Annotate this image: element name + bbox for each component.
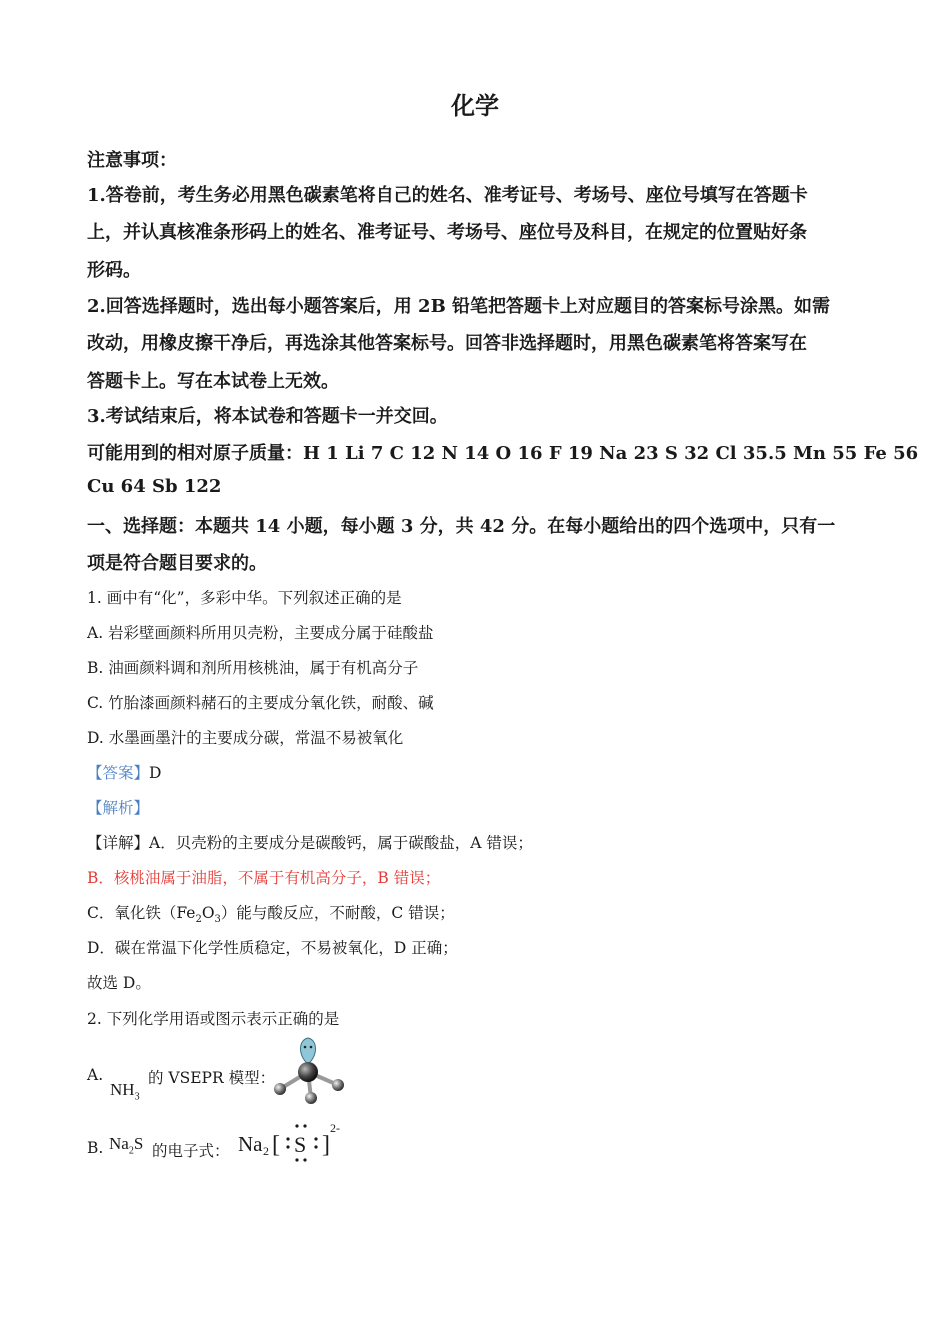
q2-option-a-formula bbox=[110, 1080, 140, 1102]
detail-c-post: ）能与酸反应，不耐酸，C 错误； bbox=[220, 904, 455, 922]
q1-detail-b: B．核桃油属于油脂，不属于有机高分子，B 错误； bbox=[87, 869, 441, 887]
na2s-formula-s: S bbox=[133, 1134, 144, 1153]
notice-item1-line2: 上，并认真核准条形码上的姓名、准考证号、考场号、座位号及科目，在规定的位置贴好条 bbox=[87, 222, 807, 243]
notice-item2-line3: 答题卡上。写在本试卷上无效。 bbox=[87, 371, 339, 392]
notice-item2-line1: 2.回答选择题时，选出每小题答案后，用 2B 铅笔把答题卡上对应题目的答案标号涂黑。如需 bbox=[87, 296, 831, 317]
q1-stem: 1. 画中有“化”，多彩中华。下列叙述正确的是 bbox=[87, 589, 402, 607]
detail-a-text: A．贝壳粉的主要成分是碳酸钙，属于碳酸盐，A 错误； bbox=[149, 834, 533, 852]
es-right-bracket: ] bbox=[322, 1132, 330, 1158]
q1-conclusion: 故选 D。 bbox=[87, 974, 151, 992]
electron-formula-image bbox=[236, 1118, 346, 1164]
notice-item2-line2: 改动，用橡皮擦干净后，再选涂其他答案标号。回答非选择题时，用黑色碳素笔将答案写在 bbox=[87, 333, 807, 354]
q1-detail-c bbox=[87, 901, 455, 925]
atomic-masses-line1: 可能用到的相对原子质量：H 1 Li 7 C 12 N 14 O 16 F 19 Na 23 S 32 Cl 35.5 Mn 55 Fe 56 bbox=[87, 443, 919, 464]
q2-option-b-formula bbox=[109, 1134, 143, 1156]
answer-tag: 【答案】 bbox=[87, 764, 150, 782]
detail-c-mid: O bbox=[201, 904, 215, 922]
q1-option-a: A. 岩彩壁画颜料所用贝壳粉，主要成分属于硅酸盐 bbox=[87, 624, 434, 642]
nh-formula: NH bbox=[110, 1080, 135, 1099]
q1-answer bbox=[87, 761, 161, 783]
q2-option-a-text: 的 VSEPR 模型： bbox=[148, 1069, 276, 1087]
section-heading-line2: 项是符合题目要求的。 bbox=[87, 553, 267, 574]
es-left-bracket: [ bbox=[272, 1132, 280, 1158]
answer-value: D bbox=[149, 764, 162, 782]
notice-item1-line1: 1.答卷前，考生务必用黑色碳素笔将自己的姓名、准考证号、考场号、座位号填写在答题卡 bbox=[87, 185, 808, 206]
detail-c-pre: C．氧化铁（Fe bbox=[87, 904, 196, 922]
notice-heading: 注意事项： bbox=[87, 150, 177, 171]
q2-option-a-label: A. bbox=[87, 1066, 104, 1084]
na2s-formula-sub: 2 bbox=[128, 1145, 134, 1157]
q1-option-b: B. 油画颜料调和剂所用核桃油，属于有机高分子 bbox=[87, 659, 419, 677]
q1-detail-a bbox=[87, 831, 533, 853]
notice-item3: 3.考试结束后，将本试卷和答题卡一并交回。 bbox=[87, 406, 448, 427]
detail-c-sub2: 3 bbox=[214, 914, 221, 926]
na2s-formula-na: Na bbox=[109, 1134, 129, 1153]
q2-stem: 2. 下列化学用语或图示表示正确的是 bbox=[87, 1010, 340, 1028]
notice-item1-line3: 形码。 bbox=[87, 260, 141, 281]
page-title: 化学 bbox=[451, 91, 499, 120]
es-na: Na bbox=[238, 1132, 263, 1156]
section-heading-line1: 一、选择题：本题共 14 小题，每小题 3 分，共 42 分。在每小题给出的四个选项中，只有一 bbox=[87, 516, 836, 537]
detail-c-sub1: 2 bbox=[195, 914, 202, 926]
nh-formula-sub: 3 bbox=[134, 1091, 140, 1103]
q2-option-b-text: 的电子式： bbox=[152, 1142, 230, 1160]
detail-tag: 【详解】 bbox=[87, 834, 150, 852]
atomic-masses-line2: Cu 64 Sb 122 bbox=[87, 476, 222, 497]
q1-detail-d: D．碳在常温下化学性质稳定，不易被氧化，D 正确； bbox=[87, 939, 458, 957]
es-s: S bbox=[294, 1132, 307, 1157]
analysis-tag: 【解析】 bbox=[87, 799, 150, 817]
es-charge: 2- bbox=[330, 1121, 340, 1135]
q1-option-c: C. 竹胎漆画颜料赭石的主要成分氧化铁，耐酸、碱 bbox=[87, 694, 434, 712]
q1-option-d: D. 水墨画墨汁的主要成分碳，常温不易被氧化 bbox=[87, 729, 404, 747]
vsepr-model-image bbox=[268, 1034, 350, 1108]
es-sub: 2 bbox=[263, 1144, 269, 1158]
q2-option-b-label: B. bbox=[87, 1139, 104, 1157]
